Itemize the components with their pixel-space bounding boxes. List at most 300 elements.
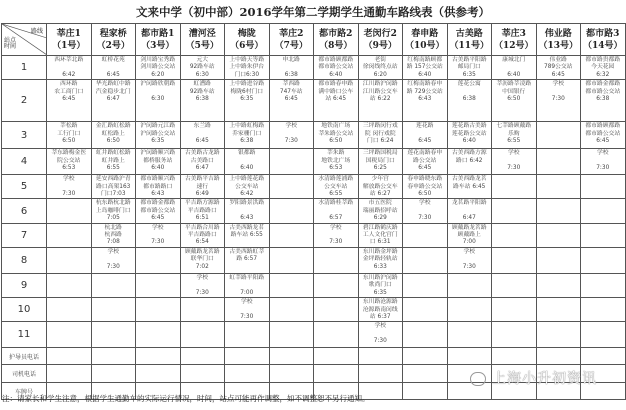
stop-name: 学校 <box>151 224 164 231</box>
stop-name <box>403 208 447 215</box>
stop-cell <box>581 149 626 175</box>
info-cell <box>91 365 136 383</box>
stop-name: 杭北路 <box>104 224 122 231</box>
stop-name <box>403 131 447 138</box>
stop-cell <box>314 322 359 348</box>
row-number: 9 <box>2 273 47 297</box>
stop-time: 6:30 <box>151 96 165 103</box>
stop-name: 徐闵线终点站 <box>362 64 398 71</box>
stop-name: 上岛咖啡门口 <box>95 207 131 214</box>
stop-name: 七莘路顾戴路 <box>496 123 532 130</box>
stop-name <box>492 158 536 165</box>
stop-time: 6:38 <box>240 138 254 145</box>
stop-cell <box>447 247 492 273</box>
stop-cell <box>91 149 136 175</box>
route-header-name: 漕河泾 <box>188 28 216 39</box>
stop-name: 都市路路口 <box>143 183 173 190</box>
route-header <box>536 24 581 56</box>
stop-cell <box>581 56 626 80</box>
stop-cell <box>358 149 403 175</box>
stop-name: 农工商门口 <box>54 88 84 95</box>
stop-name: 747车站 <box>279 88 303 95</box>
route-header <box>180 24 225 56</box>
table-row <box>2 199 626 223</box>
stop-time: 6:45 <box>106 71 120 78</box>
watermark <box>470 368 597 388</box>
stop-name: 都市路顾都路 <box>585 123 621 130</box>
info-cell <box>403 383 448 400</box>
stop-time: 6:57 <box>329 215 343 222</box>
stop-name: 康城北门 <box>502 57 526 63</box>
stop-cell <box>180 80 225 122</box>
stop-cell <box>47 298 92 322</box>
info-row-label: 护导员电话 <box>2 348 47 365</box>
stop-cell <box>47 273 92 297</box>
stop-name: 东川路沧源路 <box>362 299 398 306</box>
info-cell <box>47 365 92 383</box>
stop-name: 古美路古龙路 <box>184 150 220 157</box>
table-row <box>2 149 626 175</box>
stop-time: 6:38 <box>596 96 610 103</box>
stop-name: 银都路 <box>238 150 256 157</box>
stop-name: 水清路莲浦路 <box>318 176 354 183</box>
stop-cell <box>136 199 181 223</box>
stop-cell <box>358 80 403 122</box>
stop-name: 学校 <box>463 248 476 255</box>
route-header <box>91 24 136 56</box>
stop-cell <box>358 223 403 247</box>
stop-name: 学校 <box>62 176 75 183</box>
stop-cell <box>91 199 136 223</box>
stop-time: 7:30 <box>106 263 120 270</box>
stop-cell <box>403 298 448 322</box>
stop-name: 莘朱路 <box>327 150 345 157</box>
stop-name <box>92 256 136 263</box>
stop-time: 6:32 <box>596 71 610 78</box>
stop-name: 老街 <box>374 57 387 63</box>
stop-name <box>181 131 225 138</box>
stop-name: 上中路进谷路 <box>229 81 265 88</box>
stop-name: 元大 <box>196 57 209 63</box>
stop-cell <box>581 223 626 247</box>
stop-name: 剑川路宝秀路 <box>140 57 176 63</box>
stop-cell <box>225 149 270 175</box>
stop-time: 6:47 <box>106 96 120 103</box>
stop-name: 上中路虹梅路 <box>229 123 265 130</box>
stop-name: 虹桥花苑 <box>101 57 125 63</box>
stop-time: 6:45 <box>418 165 432 172</box>
stop-cell <box>492 149 537 175</box>
stop-name: 都桥服务站 <box>143 157 173 164</box>
stop-cell <box>180 175 225 199</box>
stop-cell <box>47 247 92 273</box>
stop-cell <box>581 322 626 348</box>
info-cell <box>136 365 181 383</box>
stop-time: 6:30 <box>195 71 209 78</box>
stop-time: 6:40 <box>151 165 165 172</box>
stop-name: 联华门口 <box>190 256 214 263</box>
stop-time: 6:45 <box>151 215 165 222</box>
stop-name: 今天花园 <box>591 64 615 71</box>
stop-name: 瑞丽路招呼站 <box>362 207 398 214</box>
stop-name: 莘沥路莘凌路 <box>496 81 532 88</box>
stop-time: 7:30 <box>596 165 610 172</box>
stop-time: 站 6:22 <box>369 96 391 103</box>
info-row-label: 车牌号 <box>2 383 47 400</box>
stop-cell <box>536 298 581 322</box>
stop-cell <box>536 80 581 122</box>
route-header <box>47 24 92 56</box>
stop-time: 7:30 <box>240 313 254 320</box>
stop-cell <box>225 175 270 199</box>
stop-time: 6:45 <box>551 71 565 78</box>
stop-cell <box>225 322 270 348</box>
stop-name <box>270 64 314 71</box>
stop-cell <box>47 199 92 223</box>
route-header-name: 莘庄3 <box>501 28 526 39</box>
stop-cell <box>403 199 448 223</box>
stop-time: 6:45 <box>284 96 298 103</box>
stop-time: 门口 6:24 <box>367 138 394 145</box>
stop-time: 6:29 <box>373 215 387 222</box>
stop-cell <box>269 247 314 273</box>
stop-cell <box>225 298 270 322</box>
stop-cell <box>180 273 225 297</box>
stop-name: 西环莘北路 <box>54 57 84 63</box>
route-header-num: （5号） <box>185 40 219 51</box>
stop-time: 6:42 <box>240 191 254 198</box>
stop-name <box>581 158 625 165</box>
route-header <box>225 24 270 56</box>
stop-cell <box>136 322 181 348</box>
stop-name: 莘朱路公交站 <box>318 130 354 137</box>
route-header-num: （12号） <box>493 40 534 51</box>
table-row <box>2 175 626 199</box>
stop-name: 公交车站 <box>235 183 259 190</box>
route-header-num: （10号） <box>404 40 445 51</box>
stop-name: 学校 <box>107 248 120 255</box>
stop-name <box>448 208 492 215</box>
stop-cell <box>136 298 181 322</box>
route-header-name: 程家桥 <box>99 28 127 39</box>
stop-name <box>314 208 358 215</box>
route-header <box>136 24 181 56</box>
route-header-num: （1号） <box>52 40 86 51</box>
stop-name: 92路车站 <box>189 88 215 95</box>
stop-cell <box>314 223 359 247</box>
stop-cell <box>47 80 92 122</box>
stop-name: 沪闵路欣朝路 <box>140 81 176 88</box>
stop-cell <box>91 223 136 247</box>
stop-name <box>537 89 581 96</box>
stop-time: 6:42 <box>62 71 76 78</box>
info-cell <box>225 365 270 383</box>
route-header-name: 都市路1 <box>141 28 175 39</box>
row-number: 11 <box>2 322 47 348</box>
stop-cell <box>136 223 181 247</box>
stop-cell <box>314 199 359 223</box>
info-cell <box>581 348 626 365</box>
route-header <box>314 24 359 56</box>
stop-name: 学校 <box>240 299 253 306</box>
stop-time: 6:40 <box>462 138 476 145</box>
stop-time: 站 6:45 <box>325 96 347 103</box>
route-header-num: （6号） <box>230 40 264 51</box>
stop-name: 江川路沪闵路 <box>362 81 398 88</box>
stop-cell <box>358 298 403 322</box>
stop-name: 工人文化宫门 <box>362 232 398 239</box>
stop-cell <box>314 273 359 297</box>
stop-time: 6:35 <box>151 138 165 145</box>
info-cell <box>180 365 225 383</box>
stop-name: 国税局门口 <box>365 157 395 164</box>
stop-cell <box>47 149 92 175</box>
stop-time: 6:40 <box>418 71 432 78</box>
stop-cell <box>136 80 181 122</box>
stop-time: 门口7:03 <box>100 191 126 198</box>
stop-cell <box>447 149 492 175</box>
info-row <box>2 348 626 365</box>
stop-name: 速行 <box>196 183 209 190</box>
stop-cell <box>403 223 448 247</box>
stop-time: 7:00 <box>462 239 476 246</box>
info-cell <box>358 365 403 383</box>
stop-name: 莘松路 <box>60 123 78 130</box>
stop-name <box>225 208 269 215</box>
stop-name <box>136 89 180 96</box>
stop-cell <box>447 322 492 348</box>
stop-name: 剑川路公交站 <box>140 64 176 71</box>
stop-cell <box>225 273 270 297</box>
stop-cell <box>91 175 136 199</box>
stop-name: 都市路公交站 <box>318 64 354 71</box>
stop-name: 东川路沪闵路 <box>362 274 398 281</box>
stop-name <box>136 232 180 239</box>
stop-cell <box>180 199 225 223</box>
stop-name: 乐购 <box>507 130 520 137</box>
stop-cell <box>447 122 492 149</box>
stop-cell <box>47 175 92 199</box>
stop-cell <box>358 273 403 297</box>
stop-cell <box>581 175 626 199</box>
stop-cell <box>536 273 581 297</box>
stop-cell <box>269 175 314 199</box>
stop-time: 6:53 <box>62 165 76 172</box>
stop-name <box>47 184 91 191</box>
bus-route-table <box>1 23 626 400</box>
stop-time: 6:54 <box>195 239 209 246</box>
watermark-text: 上海小升初资讯 <box>492 371 597 387</box>
stop-name: 东川路金坪路 <box>362 248 398 255</box>
stop-name: 学校 <box>596 150 609 157</box>
stop-time: 6:43 <box>151 191 165 198</box>
stop-time: 6:50 <box>418 191 432 198</box>
stop-name: 中国银行 <box>502 88 526 95</box>
stop-name: 学校 <box>285 123 298 130</box>
route-header-num: （7号） <box>274 40 308 51</box>
stop-cell <box>91 56 136 80</box>
info-cell <box>492 348 537 365</box>
table-row <box>2 298 626 322</box>
row-number: 8 <box>2 247 47 273</box>
stop-name: 莲花公寓 <box>457 81 481 88</box>
stop-cell <box>403 80 448 122</box>
stop-name: 伟业路 <box>549 57 567 63</box>
route-header-num: （9号） <box>363 40 397 51</box>
stop-name: 古美西路龙茗 <box>229 224 265 231</box>
stop-cell <box>447 298 492 322</box>
stop-cell <box>47 223 92 247</box>
table-row <box>2 247 626 273</box>
stop-cell <box>358 199 403 223</box>
corner-time-label: 时间 <box>4 43 17 50</box>
route-header-num: （14号） <box>582 40 623 51</box>
stop-name: 歌尚门口 <box>368 282 392 289</box>
stop-cell <box>314 149 359 175</box>
stop-name: 地铁南广场 <box>321 123 351 130</box>
stop-name: 顾戴路上 <box>457 232 481 239</box>
stop-time <box>225 264 269 271</box>
stop-time: 站 6:37 <box>369 313 391 320</box>
stop-name <box>270 131 314 138</box>
stop-cell <box>269 298 314 322</box>
info-cell <box>225 348 270 365</box>
stop-name: 莲花路古美路 <box>451 123 487 130</box>
stop-time: 6:50 <box>507 96 521 103</box>
corner-route-label: 路线 <box>30 28 43 35</box>
route-header-num: （3号） <box>141 40 175 51</box>
stop-name: 路口高架163 <box>96 183 131 190</box>
stop-name: 乔家栅门口 <box>232 130 262 137</box>
stop-name <box>92 64 136 71</box>
stop-name <box>47 64 91 71</box>
stop-time: 7:08 <box>106 239 120 246</box>
stop-time: 6:45 <box>195 138 209 145</box>
stop-time: 6:49 <box>195 191 209 198</box>
stop-time: 门口6:30 <box>234 71 260 78</box>
stop-name <box>448 256 492 263</box>
route-header-name: 都市路3 <box>586 28 620 39</box>
stop-cell <box>269 149 314 175</box>
stop-time: 6:20 <box>151 71 165 78</box>
stop-cell <box>447 56 492 80</box>
stop-name: 延安西路沪青 <box>95 176 131 183</box>
stop-cell <box>136 149 181 175</box>
stop-cell <box>91 80 136 122</box>
info-cell <box>536 348 581 365</box>
stop-cell <box>136 175 181 199</box>
stop-cell <box>403 56 448 80</box>
stop-name: 平吉路合川路 <box>184 224 220 231</box>
stop-name: 红梅南路春申 <box>407 81 443 88</box>
stop-cell <box>314 80 359 122</box>
stop-name <box>225 307 269 314</box>
stop-cell <box>314 122 359 149</box>
stop-name: 莘西路 <box>282 81 300 88</box>
stop-time: 6:33 <box>373 263 387 270</box>
stop-name <box>314 232 358 239</box>
stop-name: 学校 <box>374 323 387 330</box>
stop-name: 路 157公交站 <box>406 64 443 71</box>
stop-cell <box>403 175 448 199</box>
stop-time: 6:35 <box>240 96 254 103</box>
stop-cell <box>314 56 359 80</box>
row-number: 2 <box>2 80 47 122</box>
stop-cell <box>536 122 581 149</box>
stop-time: 6:40 <box>329 71 343 78</box>
stop-time <box>225 239 269 246</box>
info-cell <box>136 348 181 365</box>
stop-cell <box>492 223 537 247</box>
stop-name: 水清路桂莘路 <box>318 200 354 207</box>
stop-name: 院公交站 <box>57 157 81 164</box>
stop-time: 6:45 <box>418 138 432 145</box>
stop-name: 沪闵路公交站 <box>140 130 176 137</box>
stop-cell <box>91 247 136 273</box>
stop-time: 6:50 <box>62 138 76 145</box>
stop-name: 春申路晓东路 <box>407 176 443 183</box>
stop-cell <box>536 175 581 199</box>
stop-cell <box>269 122 314 149</box>
stop-name: 金坪路轻轨站 <box>362 256 398 263</box>
info-cell <box>314 348 359 365</box>
stop-name: 莘东路梅金医 <box>51 150 87 157</box>
stop-name: 学校 <box>329 224 342 231</box>
info-cell <box>403 348 448 365</box>
stop-time <box>448 165 492 172</box>
stop-cell <box>269 80 314 122</box>
corner-header <box>2 24 47 56</box>
stop-cell <box>492 122 537 149</box>
stop-name: 虹松路上 <box>101 130 125 137</box>
route-header-num: （2号） <box>96 40 130 51</box>
stop-name: 杭东路杭北路 <box>95 200 131 207</box>
stop-cell <box>492 56 537 80</box>
stop-name <box>225 158 269 165</box>
stop-name: 古美路口 <box>190 157 214 164</box>
stop-cell <box>136 247 181 273</box>
route-header <box>581 24 626 56</box>
stop-name: 古美路平阳路 <box>451 57 487 63</box>
stop-name: 古美西路方源 <box>451 150 487 157</box>
stop-cell <box>492 80 537 122</box>
stop-cell <box>91 322 136 348</box>
info-cell <box>91 348 136 365</box>
stop-name: 路 729公交站 <box>406 88 443 95</box>
stop-time: 6:38 <box>284 71 298 78</box>
page-title: 文来中学（初中部）2016学年第二学期学生通勤车路线表（供参考） <box>135 5 490 19</box>
stop-cell <box>225 247 270 273</box>
row-number: 6 <box>2 199 47 223</box>
info-cell <box>314 365 359 383</box>
stop-time: 6:55 <box>106 165 120 172</box>
stop-name: 梅陇6村门口 <box>230 88 264 95</box>
stop-time: 6:38 <box>462 96 476 103</box>
stop-cell <box>136 122 181 149</box>
stop-name: 都市路公交站 <box>140 207 176 214</box>
stop-time: 7:30 <box>418 215 432 222</box>
row-number: 5 <box>2 175 47 199</box>
stop-name: 申北路 <box>282 57 300 63</box>
stop-cell <box>492 298 537 322</box>
stop-name <box>448 89 492 96</box>
stop-cell <box>225 122 270 149</box>
stop-cell <box>314 175 359 199</box>
stop-name: 碧江路鹤庆路 <box>362 224 398 231</box>
route-header <box>492 24 537 56</box>
stop-name: 平吉路方源路 <box>184 200 220 207</box>
stop-cell <box>180 247 225 273</box>
